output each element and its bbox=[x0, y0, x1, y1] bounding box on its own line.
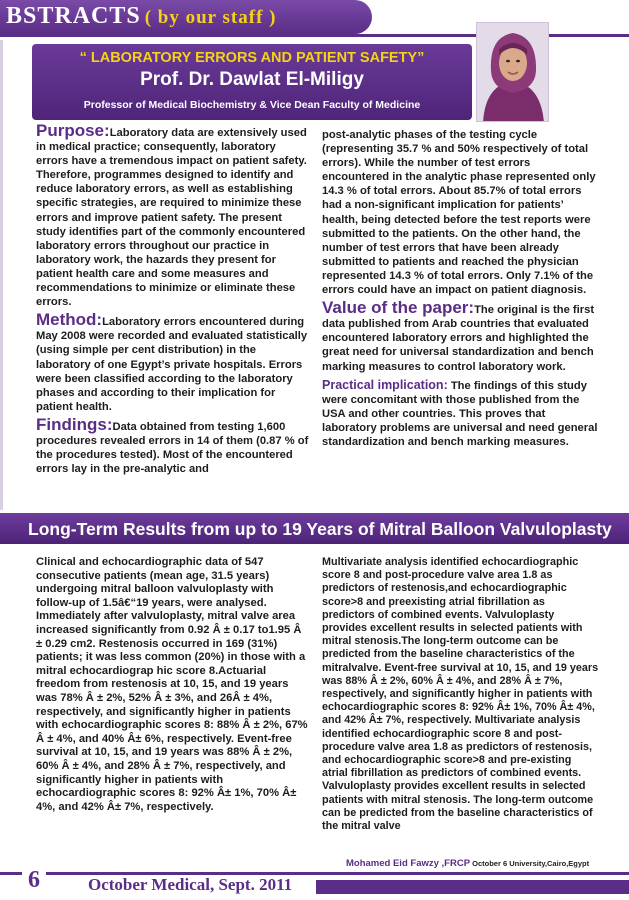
author-photo bbox=[476, 22, 549, 122]
section-header-bar bbox=[0, 0, 372, 34]
article2-column-right bbox=[322, 556, 600, 837]
article2-left-text: Clinical and echocardiographic data of 547 consecutive patients (mean age, 31.5 years) undergoing mitral balloon valvuloplasty with follow-up of 1.5â€“19 years, were analysed. Immediately after valvuloplasty, mitral valve area increased significantly from 0.92 Â ± 0.17 to1.95 Â ± 0.29 cm2. Restenosis occurred in 169 (31%) patients; it was less common (20%) in those with a mitral echocardiograp hic score 8.Actuarial freedom from restenosis at 10, 15, and 19 years was 78% Â ± 2%, 52% Â ± 3%, and 26Â ± 4%, respectively, and significantly higher in patients with echocardiographic scores 8: 88% Â ± 2%, 67% Â ± 4%, and 40% Â± 6%, respectively. Event-free survival at 10, 15, and 19 years was 88% Â ± 2%, 60% Â ± 4%, and 28% Â ± 7%, respectively, and significantly higher in patients with echocardiographic scores 8: 92% Â± 1%, 70% Â± 4%, and 42% Â± 7%, respectively. bbox=[36, 556, 308, 813]
footer-bar bbox=[316, 880, 629, 894]
purpose-text: Laboratory data are extensively used in medical practice; consequently, laboratory errors have a tremendous impact on patient safety. Therefore, programmes designed to identify and reduce laboratory errors, as well as establishing specific strategies, are required to minimize these errors and improve patient safety. The present study identifies part of the commonly encountered laboratory errors throughout our practice in laboratory work, the hazards they present for patient health care and some measures and recommendations to minimize or eliminate these errors. bbox=[36, 127, 307, 309]
article2-right-text: Multivariate analysis identified echocardiographic score 8 and post-procedure valve area 1.8 as predictors of restenosis,and echocardiographic score>8 and preexisting atrial fibrillation as predictors of combined events. Valvuloplasty provides excellent results in selected patients with mitral stenosis.The long-term outcome can be predicted from the baseline characteristics of the mitralvalve. Event-free survival at 10, 15, and 19 years was 88% Â ± 2%, 60% Â ± 4%, and 28% Â ± 7%, respectively, and significantly higher in patients with echocardiographic scores 8: 92% Â± 1%, 70% Â± 4%, and 42% Â± 7%, respectively. Multivariate analysis identified echocardiographic score 8 and post-procedure valve area 1.8 as predictors of restenosis, and echocardiographic score>8 and pre-existing atrial fibrillation as predictors of combined events. Valvuloplasty provides excellent results in selected patients with mitral stenosis. The long-term outcome can be predicted from the baseline characteristics of the mitral valve bbox=[322, 556, 599, 833]
practical-paragraph bbox=[322, 378, 598, 449]
practical-text: The findings of this study were concomitant with those published from the USA and other countries. This proves that laboratory problems are universal and need general standardization and bench marking measures. bbox=[322, 379, 598, 448]
findings-paragraph bbox=[36, 414, 310, 476]
article2-column-left bbox=[36, 556, 310, 818]
method-paragraph bbox=[36, 310, 310, 414]
article-author: Prof. Dr. Dawlat El-Miligy bbox=[140, 69, 364, 90]
article1-column-right bbox=[322, 128, 598, 453]
value-text: The original is the first data published from Arab countries that evaluated encountered laboratory errors and highlighted the great need for universal standardization and bench marking measures to control laboratory work. bbox=[322, 304, 595, 373]
page-edge-strip bbox=[0, 40, 3, 510]
article1-column-left bbox=[36, 121, 310, 480]
byline-name: Mohamed Eid Fawzy ,FRCP bbox=[346, 858, 471, 869]
article2-byline bbox=[346, 858, 589, 869]
findings-text: Data obtained from testing 1,600 procedures revealed errors in 14 of them (0.87 % of the procedures tested). Most of the encountered errors lay in the pre-analytic and bbox=[36, 420, 309, 476]
practical-label: Practical implication: bbox=[322, 377, 448, 392]
findings-label: Findings: bbox=[36, 414, 113, 434]
value-paragraph bbox=[322, 298, 598, 373]
section-header-subtitle: ( by our staff ) bbox=[144, 7, 277, 28]
results-paragraph: post-analytic phases of the testing cycle (representing 35.7 % and 50% respectively of total errors). While the number of test errors encountered in the analytic phase represented only 14.3 % of total errors. About 85.7% of total errors had a non-significant implication for patients’ health, being detected before the test reports were submitted to the patients. On the other hand, the number of test errors that have been already submitted to patients and reached the physician represented 14.3 % of total errors. Only 7.1% of the errors could have an impact on patient diagnosis. bbox=[322, 129, 596, 297]
byline-affiliation: October 6 University,Cairo,Egypt bbox=[470, 859, 590, 868]
section-header-title: BSTRACTS ( by our staff ) bbox=[6, 3, 277, 29]
article-title: “ LABORATORY ERRORS AND PATIENT SAFETY” bbox=[79, 50, 425, 66]
value-label: Value of the paper: bbox=[322, 298, 475, 318]
article2-title: Long-Term Results from up to 19 Years of Mitral Balloon Valvuloplasty bbox=[28, 519, 612, 539]
article-header bbox=[32, 44, 472, 120]
purpose-paragraph bbox=[36, 121, 310, 309]
publication-title: October Medical, Sept. 2011 bbox=[88, 875, 293, 894]
method-label: Method: bbox=[36, 310, 103, 330]
page-number: 6 bbox=[22, 867, 46, 894]
method-text: Laboratory errors encountered during May 2008 were recorded and evaluated statistically (using simple per cent distribution) in the laboratory of one Egypt’s private hospitals. Errors were been classified according to the laboratory phases and according to their implication for patient health. bbox=[36, 316, 308, 413]
purpose-label: Purpose: bbox=[36, 121, 110, 140]
article-affiliation: Professor of Medical Biochemistry & Vice Dean Faculty of Medicine bbox=[83, 99, 421, 111]
